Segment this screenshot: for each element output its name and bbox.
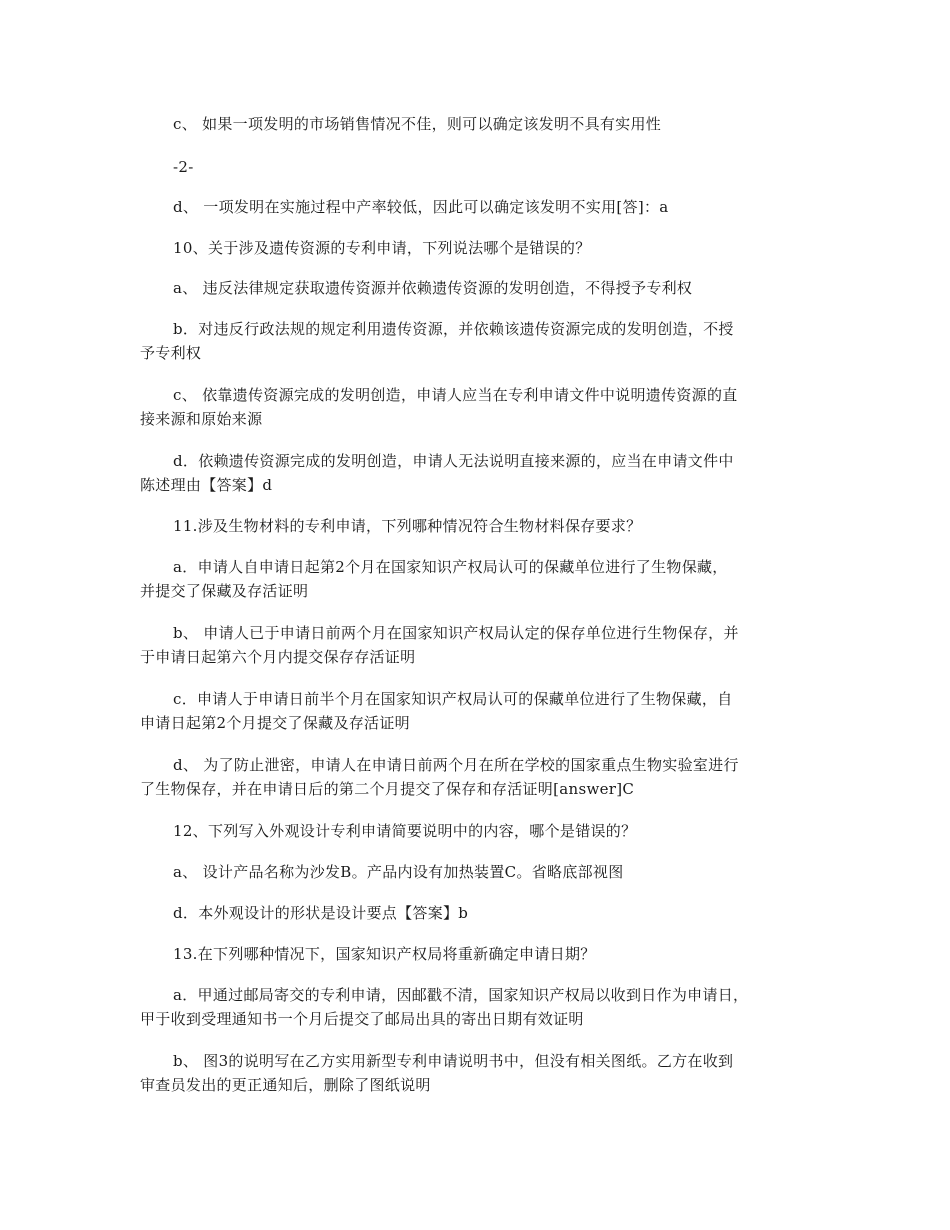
text-line: b、 图3的说明写在乙方实用新型专利申请说明书中，但没有相关图纸。乙方在收到 [173, 1052, 734, 1070]
text-line: 接来源和原始来源 [140, 410, 263, 428]
text-line: 甲于收到受理通知书一个月后提交了邮局出具的寄出日期有效证明 [140, 1010, 584, 1028]
text-line: d、 一项发明在实施过程中产率较低，因此可以确定该发明不实用[答]：a [173, 198, 669, 216]
text-line: a、 违反法律规定获取遗传资源并依赖遗传资源的发明创造，不得授予专利权 [173, 279, 693, 297]
text-line: d．本外观设计的形状是设计要点【答案】b [173, 904, 469, 922]
text-line: 申请日起第2个月提交了保藏及存活证明 [140, 714, 410, 732]
question-heading: 11.涉及生物材料的专利申请，下列哪种情况符合生物材料保存要求？ [173, 517, 642, 535]
question-heading: 13.在下列哪种情况下，国家知识产权局将重新确定申请日期？ [173, 945, 596, 963]
text-line: 于申请日起第六个月内提交保存存活证明 [140, 648, 416, 666]
text-line: 并提交了保藏及存活证明 [140, 582, 309, 600]
text-line: a．甲通过邮局寄交的专利申请，因邮戳不清，国家知识产权局以收到日作为申请日， [173, 986, 749, 1004]
text-line: 了生物保存，并在申请日后的第二个月提交了保存和存活证明[answer]C [140, 780, 635, 798]
text-line: a、 设计产品名称为沙发B。产品内设有加热装置C。省略底部视图 [173, 863, 624, 881]
text-line: 陈述理由【答案】d [140, 476, 273, 494]
question-heading: 10、关于涉及遗传资源的专利申请，下列说法哪个是错误的？ [173, 239, 591, 257]
text-line: b、 申请人已于申请日前两个月在国家知识产权局认定的保存单位进行生物保存，并 [173, 624, 739, 642]
text-line: 予专利权 [140, 344, 202, 362]
text-line: a．申请人自申请日起第2个月在国家知识产权局认可的保藏单位进行了生物保藏， [173, 558, 728, 576]
text-line: c．申请人于申请日前半个月在国家知识产权局认可的保藏单位进行了生物保藏，自 [173, 690, 733, 708]
text-line: 审查员发出的更正通知后，删除了图纸说明 [140, 1076, 431, 1094]
page-number: -2- [173, 158, 194, 176]
text-line: d、 为了防止泄密，申请人在申请日前两个月在所在学校的国家重点生物实验室进行 [173, 756, 739, 774]
text-line: c、 依靠遗传资源完成的发明创造，申请人应当在专利申请文件中说明遗传资源的直 [173, 386, 738, 404]
text-line: c、 如果一项发明的市场销售情况不佳，则可以确定该发明不具有实用性 [173, 115, 662, 133]
question-heading: 12、下列写入外观设计专利申请简要说明中的内容，哪个是错误的？ [173, 822, 637, 840]
text-line: d．依赖遗传资源完成的发明创造，申请人无法说明直接来源的，应当在申请文件中 [173, 452, 734, 470]
text-line: b．对违反行政法规的规定利用遗传资源，并依赖该遗传资源完成的发明创造，不授 [173, 320, 734, 338]
